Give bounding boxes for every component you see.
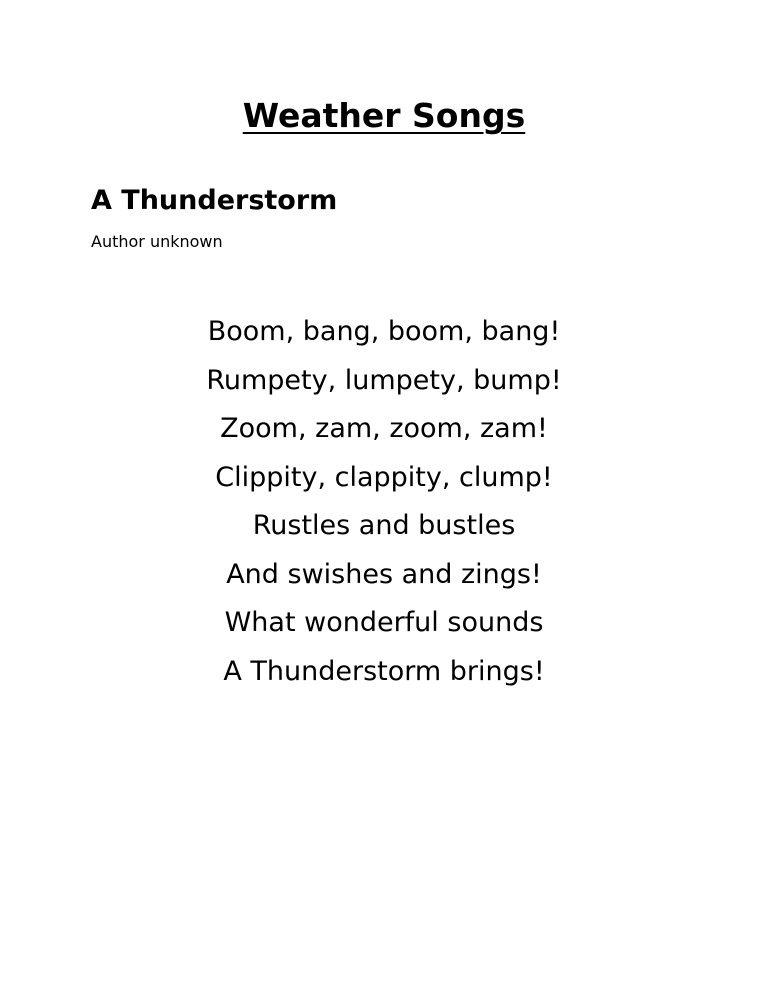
poem-line: And swishes and zings! xyxy=(226,558,542,590)
poem-line: Rustles and bustles xyxy=(252,510,516,541)
poem-author: Author unknown xyxy=(91,232,223,251)
page-title-text: Weather Songs xyxy=(242,96,526,135)
poem-title: A Thunderstorm xyxy=(91,185,338,216)
poem-body xyxy=(0,308,768,696)
poem-line: What wonderful sounds xyxy=(224,607,544,638)
poem-line: Zoom, zam, zoom, zam! xyxy=(220,413,548,444)
poem-line: Rumpety, lumpety, bump! xyxy=(206,364,562,396)
page-title xyxy=(0,94,768,138)
poem-line: A Thunderstorm brings! xyxy=(223,655,545,687)
poem-line: Boom, bang, boom, bang! xyxy=(207,316,561,347)
poem-line: Clippity, clappity, clump! xyxy=(215,461,553,493)
